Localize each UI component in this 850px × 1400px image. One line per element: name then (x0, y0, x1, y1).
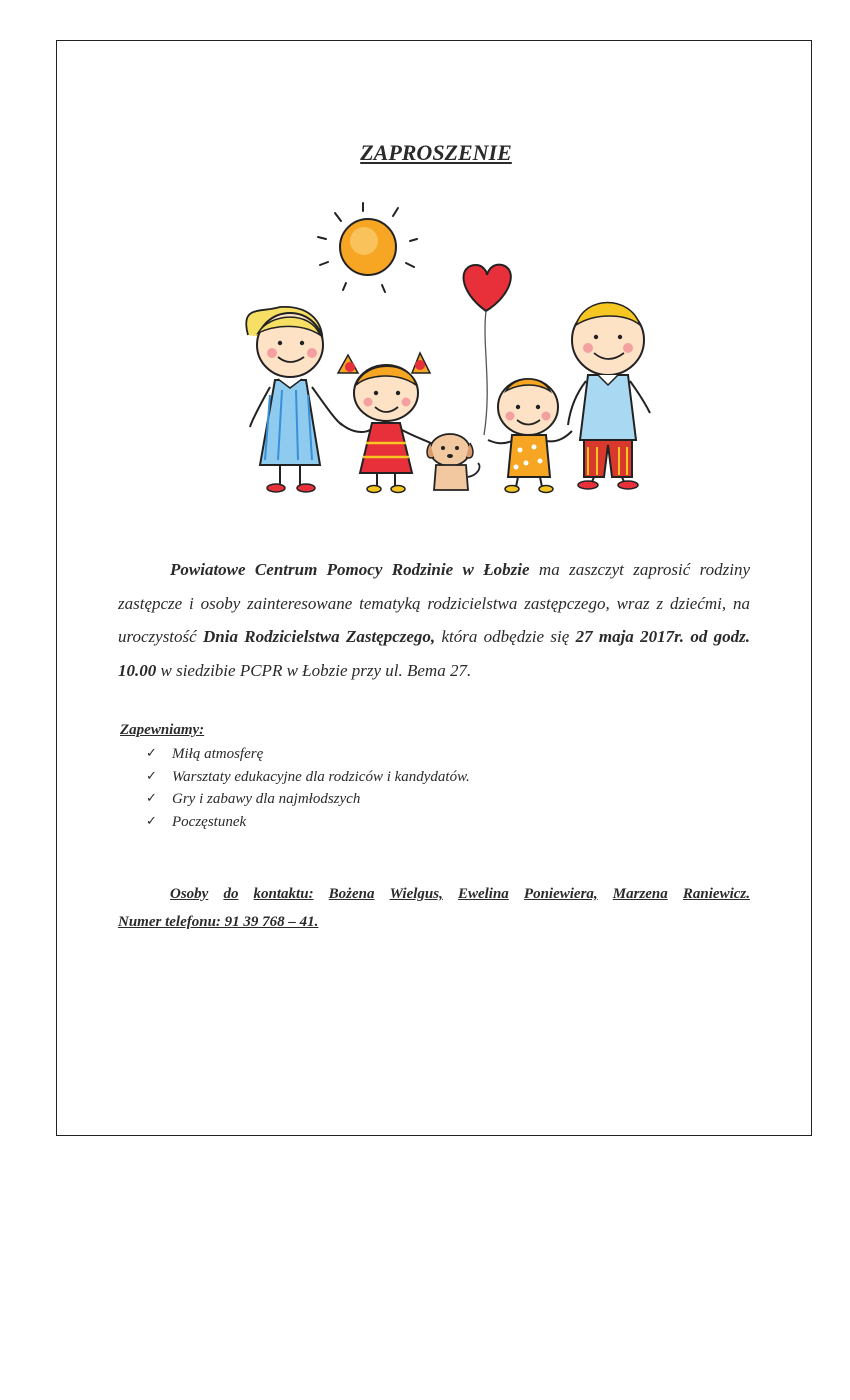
checkmark-icon: ✓ (146, 768, 157, 784)
sun-icon (318, 203, 417, 292)
father-figure-icon (568, 303, 650, 490)
contact-phone: Numer telefonu: 91 39 768 – 41. (118, 914, 319, 930)
list-item: ✓ Warsztaty edukacyjne dla rodziców i kandydatów. (146, 766, 470, 789)
contact-info (118, 880, 750, 936)
checkmark-icon: ✓ (146, 746, 157, 761)
girl-figure-icon (338, 353, 435, 493)
family-with-dog-and-balloon-drawing-icon (220, 195, 670, 500)
list-item: ✓ Miłą atmosferę (146, 743, 470, 766)
dog-figure-icon (427, 434, 480, 490)
event-name: Dnia Rodzicielstwa Zastępczego, (203, 627, 436, 646)
checkmark-icon: ✓ (146, 791, 157, 806)
contact-persons: Osoby do kontaktu: Bożena Wielgus, Ewelina Poniewiera, Marzena Raniewicz. (170, 886, 750, 902)
assurances-list (146, 743, 470, 833)
page-title: ZAPROSZENIE (360, 140, 512, 165)
invitation-paragraph: Powiatowe Centrum Pomocy Rodzinie w Łobzie ma zaszczyt zaprosić rodziny zastępcze i osoby zainteresowane tematyką rodzicielstwa zastępczego, wraz z dziećmi, na uroczystość Dnia Rodzicielstwa Zastępczego, która odbędzie się 27 maja 2017r. od godz. 10.00 w siedzibie PCPR w Łobzie przy ul. Bema 27. (118, 560, 750, 680)
checkmark-icon: ✓ (146, 813, 157, 829)
assurances-heading: Zapewniamy: (120, 722, 205, 738)
event-date: 27 maja 2017r. od godz. 10.00 (118, 627, 750, 680)
list-item: ✓ Gry i zabawy dla najmłodszych (146, 788, 470, 811)
list-item: ✓ Poczęstunek (146, 811, 470, 834)
organization-name: Powiatowe Centrum Pomocy Rodzinie w Łobzie (170, 560, 530, 579)
boy-figure-icon (488, 379, 572, 493)
mother-figure-icon (246, 307, 342, 492)
